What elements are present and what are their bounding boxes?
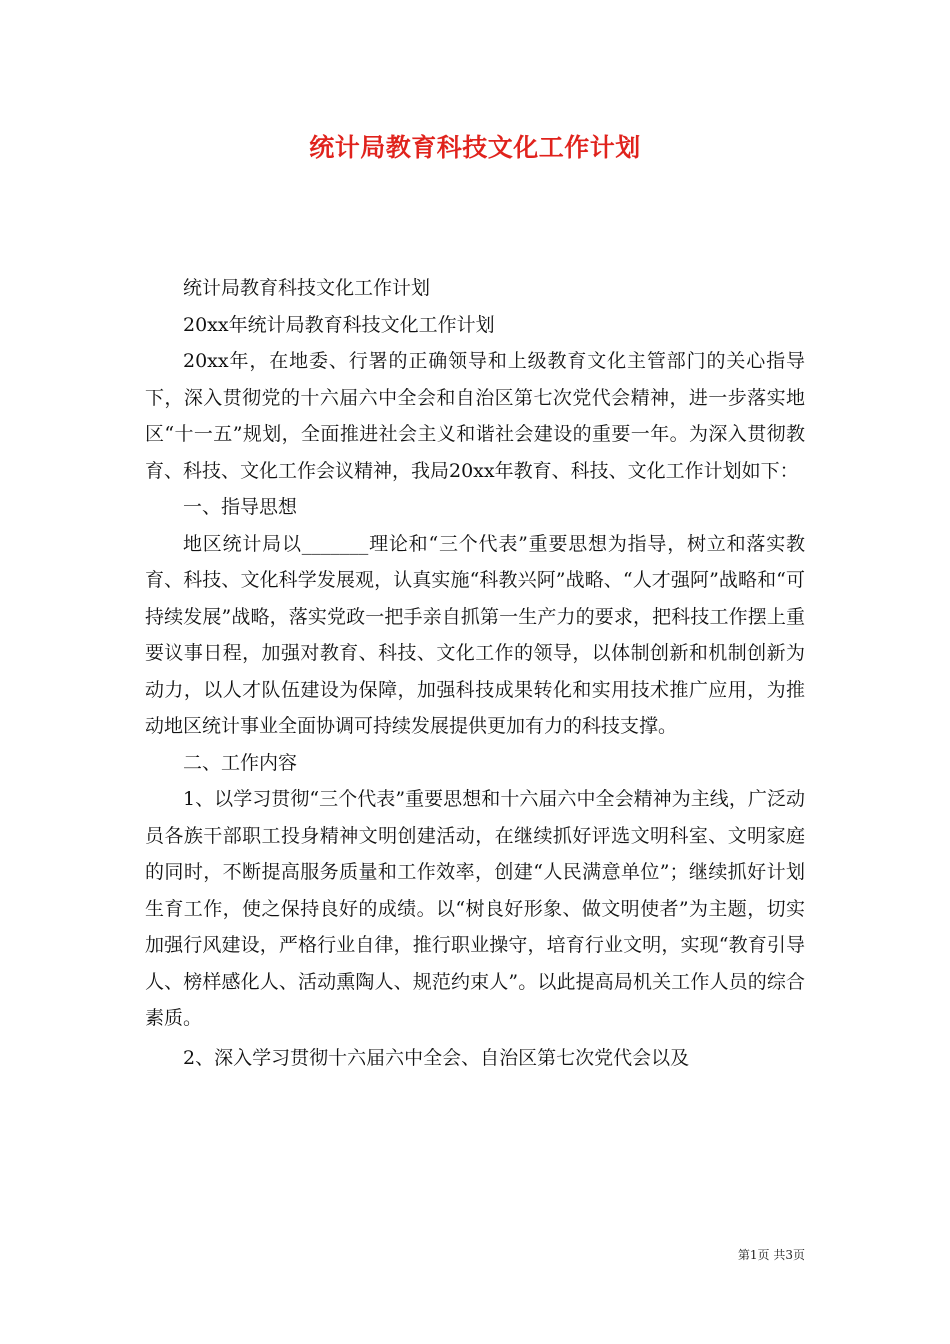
paragraph-title-repeat: 统计局教育科技文化工作计划 (183, 277, 431, 299)
heading-guiding-thought: 一、指导思想 (183, 496, 298, 518)
heading-work-content: 二、工作内容 (183, 751, 298, 774)
paragraph-intro: 20xx年，在地委、行署的正确领导和上级教育文化主管部门的关心指导下，深入贯彻党的十六届六中全会和自治区第七次党代会精神，进一步落实地区“十一五”规划，全面推进社会主义和谐社会建设的重要一年。为深入贯彻教育、科技、文化工作会议精神，我局20xx年教育、科技、文化工作计划如下： (145, 350, 805, 482)
document-title: 统计局教育科技文化工作计划 (309, 133, 641, 162)
document-body (145, 270, 805, 1076)
paragraph-work-item-2: 2、深入学习贯彻十六届六中全会、自治区第七次党代会以及 (183, 1046, 690, 1069)
page-number: 第1页 共3页 (737, 1248, 805, 1262)
paragraph-work-item-1: 1、以学习贯彻“三个代表”重要思想和十六届六中全会精神为主线，广泛动员各族干部职工投身精神文明创建活动，在继续抓好评选文明科室、文明家庭的同时，不断提高服务质量和工作效率，创建“人民满意单位”；继续抓好计划生育工作，使之保持良好的成绩。以“树良好形象、做文明使者”为主题，切实加强行风建设，严格行业自律，推行职业操守，培育行业文明，实现“教育引导人、榜样感化人、活动熏陶人、规范约束人”。以此提高局机关工作人员的综合素质。 (145, 788, 805, 1029)
paragraph-subtitle: 20xx年统计局教育科技文化工作计划 (183, 313, 495, 336)
paragraph-guiding-thought: 地区统计局以_______理论和“三个代表”重要思想为指导，树立和落实教育、科技、文化科学发展观，认真实施“科教兴阿”战略、“人才强阿”战略和“可持续发展”战略，落实党政一把手亲自抓第一生产力的要求，把科技工作摆上重要议事日程，加强对教育、科技、文化工作的领导，以体制创新和机制创新为动力，以人才队伍建设为保障，加强科技成果转化和实用技术推广应用，为推动地区统计事业全面协调可持续发展提供更加有力的科技支撑。 (145, 532, 805, 737)
